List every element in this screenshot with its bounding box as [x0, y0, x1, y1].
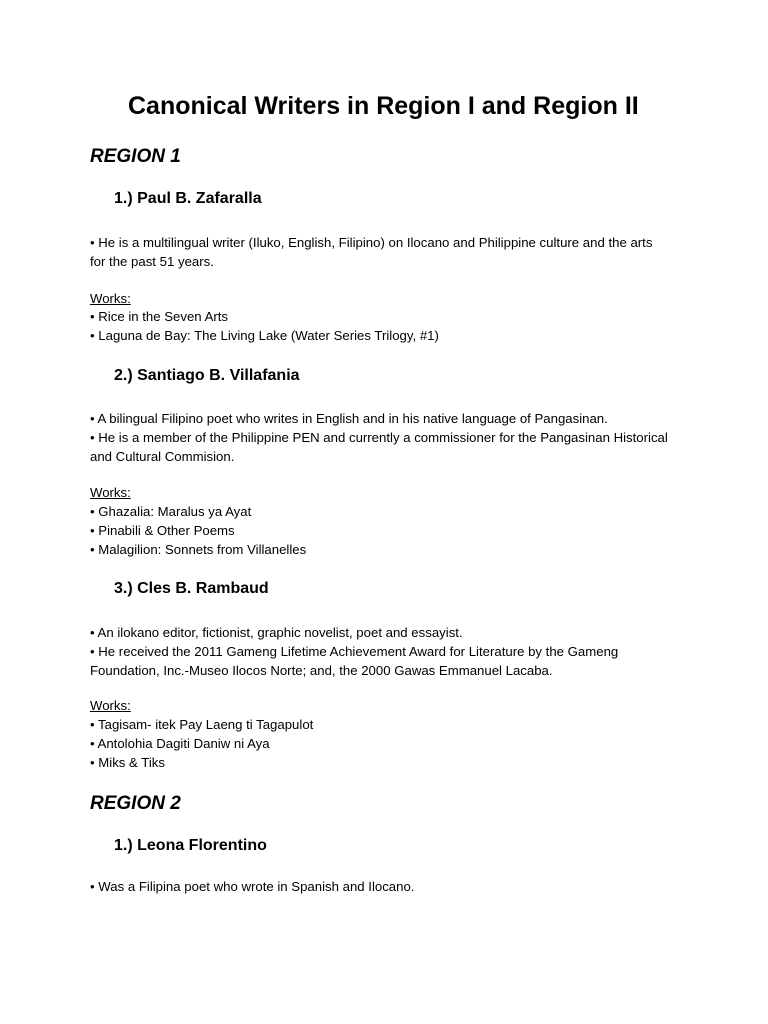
- list-item: • Ghazalia: Maralus ya Ayat: [90, 504, 252, 519]
- list-item: • Pinabili & Other Poems: [90, 522, 235, 538]
- works-label: Works:: [90, 291, 131, 306]
- writer-heading-florentino: 1.) Leona Florentino: [114, 837, 267, 854]
- bullet-text: • Was a Filipina poet who wrote in Spanish and Ilocano.: [90, 879, 415, 894]
- writer-description-villafania: [90, 410, 670, 466]
- bullet-text: • A bilingual Filipino poet who writes in English and in his native language of Pangasinan.: [90, 411, 608, 426]
- list-item: • Malagilion: Sonnets from Villanelles: [90, 541, 307, 557]
- bullet-text: • He is a member of the Philippine PEN and currently a commissioner for the Pangasinan Historical and Cultural Commision.: [90, 429, 668, 464]
- works-label: Works:: [90, 485, 131, 500]
- list-item: • Tagisam- itek Pay Laeng ti Tagapulot: [90, 717, 314, 732]
- writer-heading-villafania: 2.) Santiago B. Villafania: [114, 367, 300, 384]
- works-list-rambaud: [90, 716, 313, 772]
- document-title: Canonical Writers in Region I and Region II: [128, 92, 639, 120]
- writer-description-florentino: [90, 878, 670, 897]
- bullet-text: • He received the 2011 Gameng Lifetime Achievement Award for Literature by the Gameng Foundation, Inc.-Museo Ilocos Norte; and, the 2000 Gawas Emmanuel Lacaba.: [90, 643, 619, 678]
- list-item: • Antolohia Dagiti Daniw ni Aya: [90, 735, 270, 751]
- bullet-text: • He is a multilingual writer (Iluko, English, Filipino) on Ilocano and Philippine culture and the arts for the past 51 years.: [90, 235, 653, 269]
- writer-heading-rambaud: 3.) Cles B. Rambaud: [114, 580, 269, 597]
- works-label: Works:: [90, 698, 131, 713]
- region-1-heading: REGION 1: [90, 146, 181, 167]
- works-list-zafaralla: [90, 308, 439, 346]
- list-item: • Miks & Tiks: [90, 754, 165, 770]
- region-2-heading: REGION 2: [90, 793, 181, 814]
- bullet-text: • An ilokano editor, fictionist, graphic novelist, poet and essayist.: [90, 625, 463, 640]
- writer-heading-zafaralla: 1.) Paul B. Zafaralla: [114, 190, 262, 207]
- works-list-villafania: [90, 503, 306, 559]
- writer-description-zafaralla: [90, 234, 670, 272]
- list-item: • Rice in the Seven Arts: [90, 309, 229, 324]
- writer-description-rambaud: [90, 624, 670, 680]
- list-item: • Laguna de Bay: The Living Lake (Water Series Trilogy, #1): [90, 327, 439, 343]
